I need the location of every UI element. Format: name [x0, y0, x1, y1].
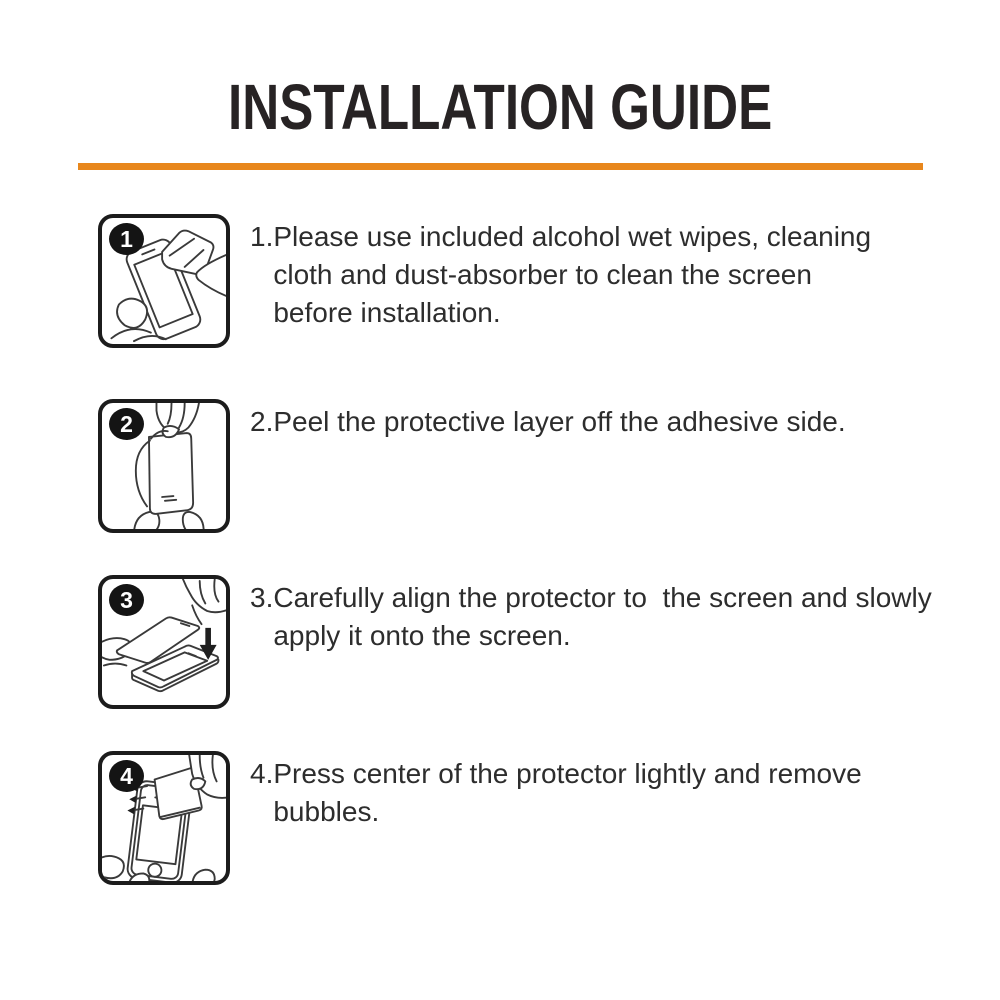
- step-1-text: [250, 214, 871, 332]
- step-text-line: Carefully align the protector to the screen and slowly: [273, 582, 932, 613]
- step-4-text: [250, 751, 862, 831]
- step-2-text: [250, 399, 846, 441]
- step-4-number-label: 4.: [250, 758, 274, 789]
- step-row-1: [98, 214, 871, 348]
- step-4-illustration-box: [98, 751, 230, 885]
- step-row-4: [98, 751, 862, 885]
- step-number: 3: [120, 586, 133, 613]
- step-1-lines: [273, 218, 871, 332]
- step-text-line: apply it onto the screen.: [273, 620, 571, 651]
- step-number: 4: [120, 762, 133, 789]
- step-4-number-badge: [109, 760, 144, 792]
- step-3-lines: [273, 579, 931, 655]
- step-3-number-badge: [109, 584, 144, 616]
- step-number: 2: [120, 410, 133, 437]
- header: [0, 71, 1000, 143]
- step-text-line: Please use included alcohol wet wipes, cleaning: [273, 221, 872, 252]
- step-1-number-label: 1.: [250, 221, 274, 252]
- step-number: 1: [120, 225, 133, 252]
- step-row-3: [98, 575, 932, 709]
- orange-divider: [78, 163, 923, 170]
- step-3-text: [250, 575, 932, 655]
- step-2-number-label: 2.: [250, 406, 274, 437]
- step-text-line: Peel the protective layer off the adhesive side.: [273, 406, 846, 437]
- step-3-number-label: 3.: [250, 582, 274, 613]
- step-text-line: bubbles.: [273, 796, 380, 827]
- step-text-line: Press center of the protector lightly and remove: [273, 758, 862, 789]
- step-text-line: cloth and dust-absorber to clean the screen: [273, 259, 812, 290]
- step-row-2: [98, 399, 846, 533]
- step-text-line: before installation.: [273, 297, 501, 328]
- step-2-illustration-box: [98, 399, 230, 533]
- step-4-lines: [273, 755, 861, 831]
- step-1-number-badge: [109, 223, 144, 255]
- step-3-illustration-box: [98, 575, 230, 709]
- step-2-number-badge: [109, 408, 144, 440]
- page-title: INSTALLATION GUIDE: [227, 71, 773, 143]
- step-1-illustration-box: [98, 214, 230, 348]
- step-2-lines: [273, 403, 845, 441]
